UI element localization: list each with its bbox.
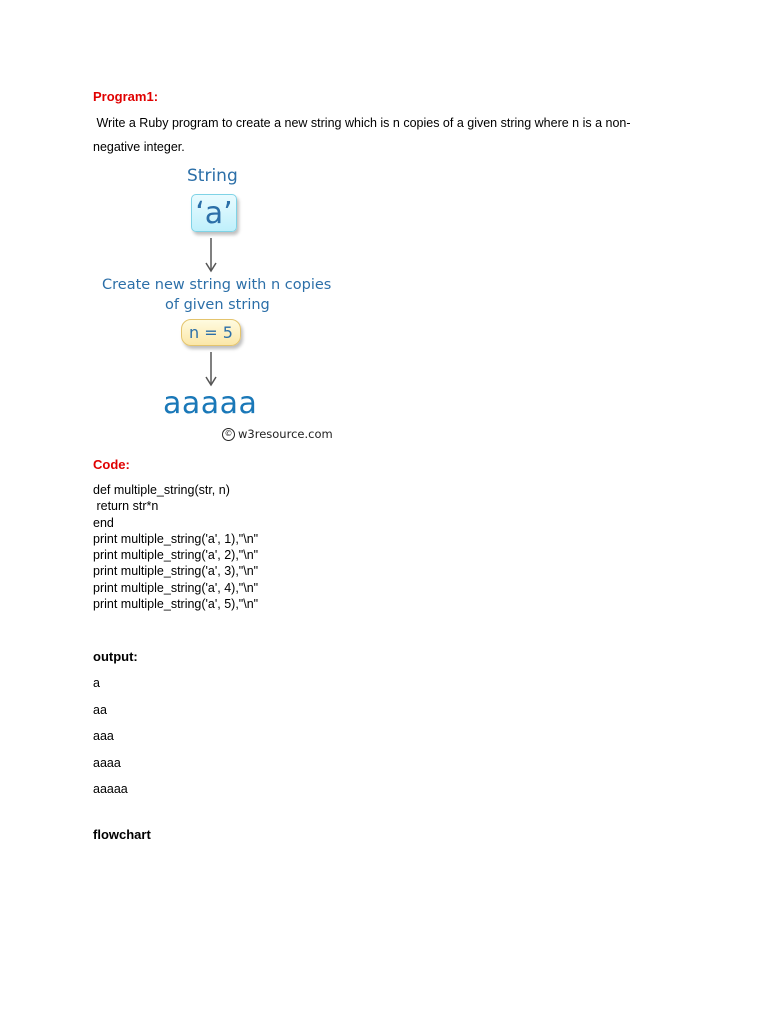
- arrow-down-icon: [203, 352, 219, 388]
- program-title: Program1:: [93, 89, 159, 104]
- string-label: String: [187, 166, 238, 186]
- code-line: print multiple_string('a', 2),"\n": [93, 548, 259, 563]
- code-line: print multiple_string('a', 4),"\n": [93, 580, 259, 595]
- step-line-2: of given string: [165, 297, 270, 313]
- step-line-1: Create new string with n copies: [102, 277, 332, 293]
- credit: [222, 427, 333, 441]
- description-line-2: negative integer.: [93, 140, 185, 154]
- output-line: aaaa: [93, 756, 121, 770]
- result-value: aaaaa: [163, 386, 258, 421]
- output-title: output:: [93, 649, 138, 664]
- n-value-box: n = 5: [181, 319, 241, 346]
- output-line: aaaaa: [93, 782, 128, 796]
- output-line: aa: [93, 703, 107, 717]
- code-line: def multiple_string(str, n): [93, 483, 230, 497]
- copyright-icon: ©: [222, 428, 235, 441]
- arrow-down-icon: [203, 238, 219, 274]
- output-line: aaa: [93, 729, 114, 743]
- code-line: print multiple_string('a', 5),"\n": [93, 597, 259, 612]
- string-copies-illustration: [95, 160, 345, 450]
- code-line: end: [93, 515, 114, 530]
- string-value-box: ‘a’: [191, 194, 237, 232]
- code-line: return str*n: [93, 499, 159, 514]
- description-line-1: Write a Ruby program to create a new string which is n copies of a given string where n is a non-: [93, 116, 631, 130]
- flowchart-label: flowchart: [93, 827, 151, 842]
- code-line: print multiple_string('a', 3),"\n": [93, 564, 259, 579]
- code-line: print multiple_string('a', 1),"\n": [93, 531, 259, 546]
- credit-text: w3resource.com: [238, 427, 333, 441]
- code-block: [93, 482, 258, 612]
- code-title: Code:: [93, 457, 130, 472]
- output-line: a: [93, 676, 100, 690]
